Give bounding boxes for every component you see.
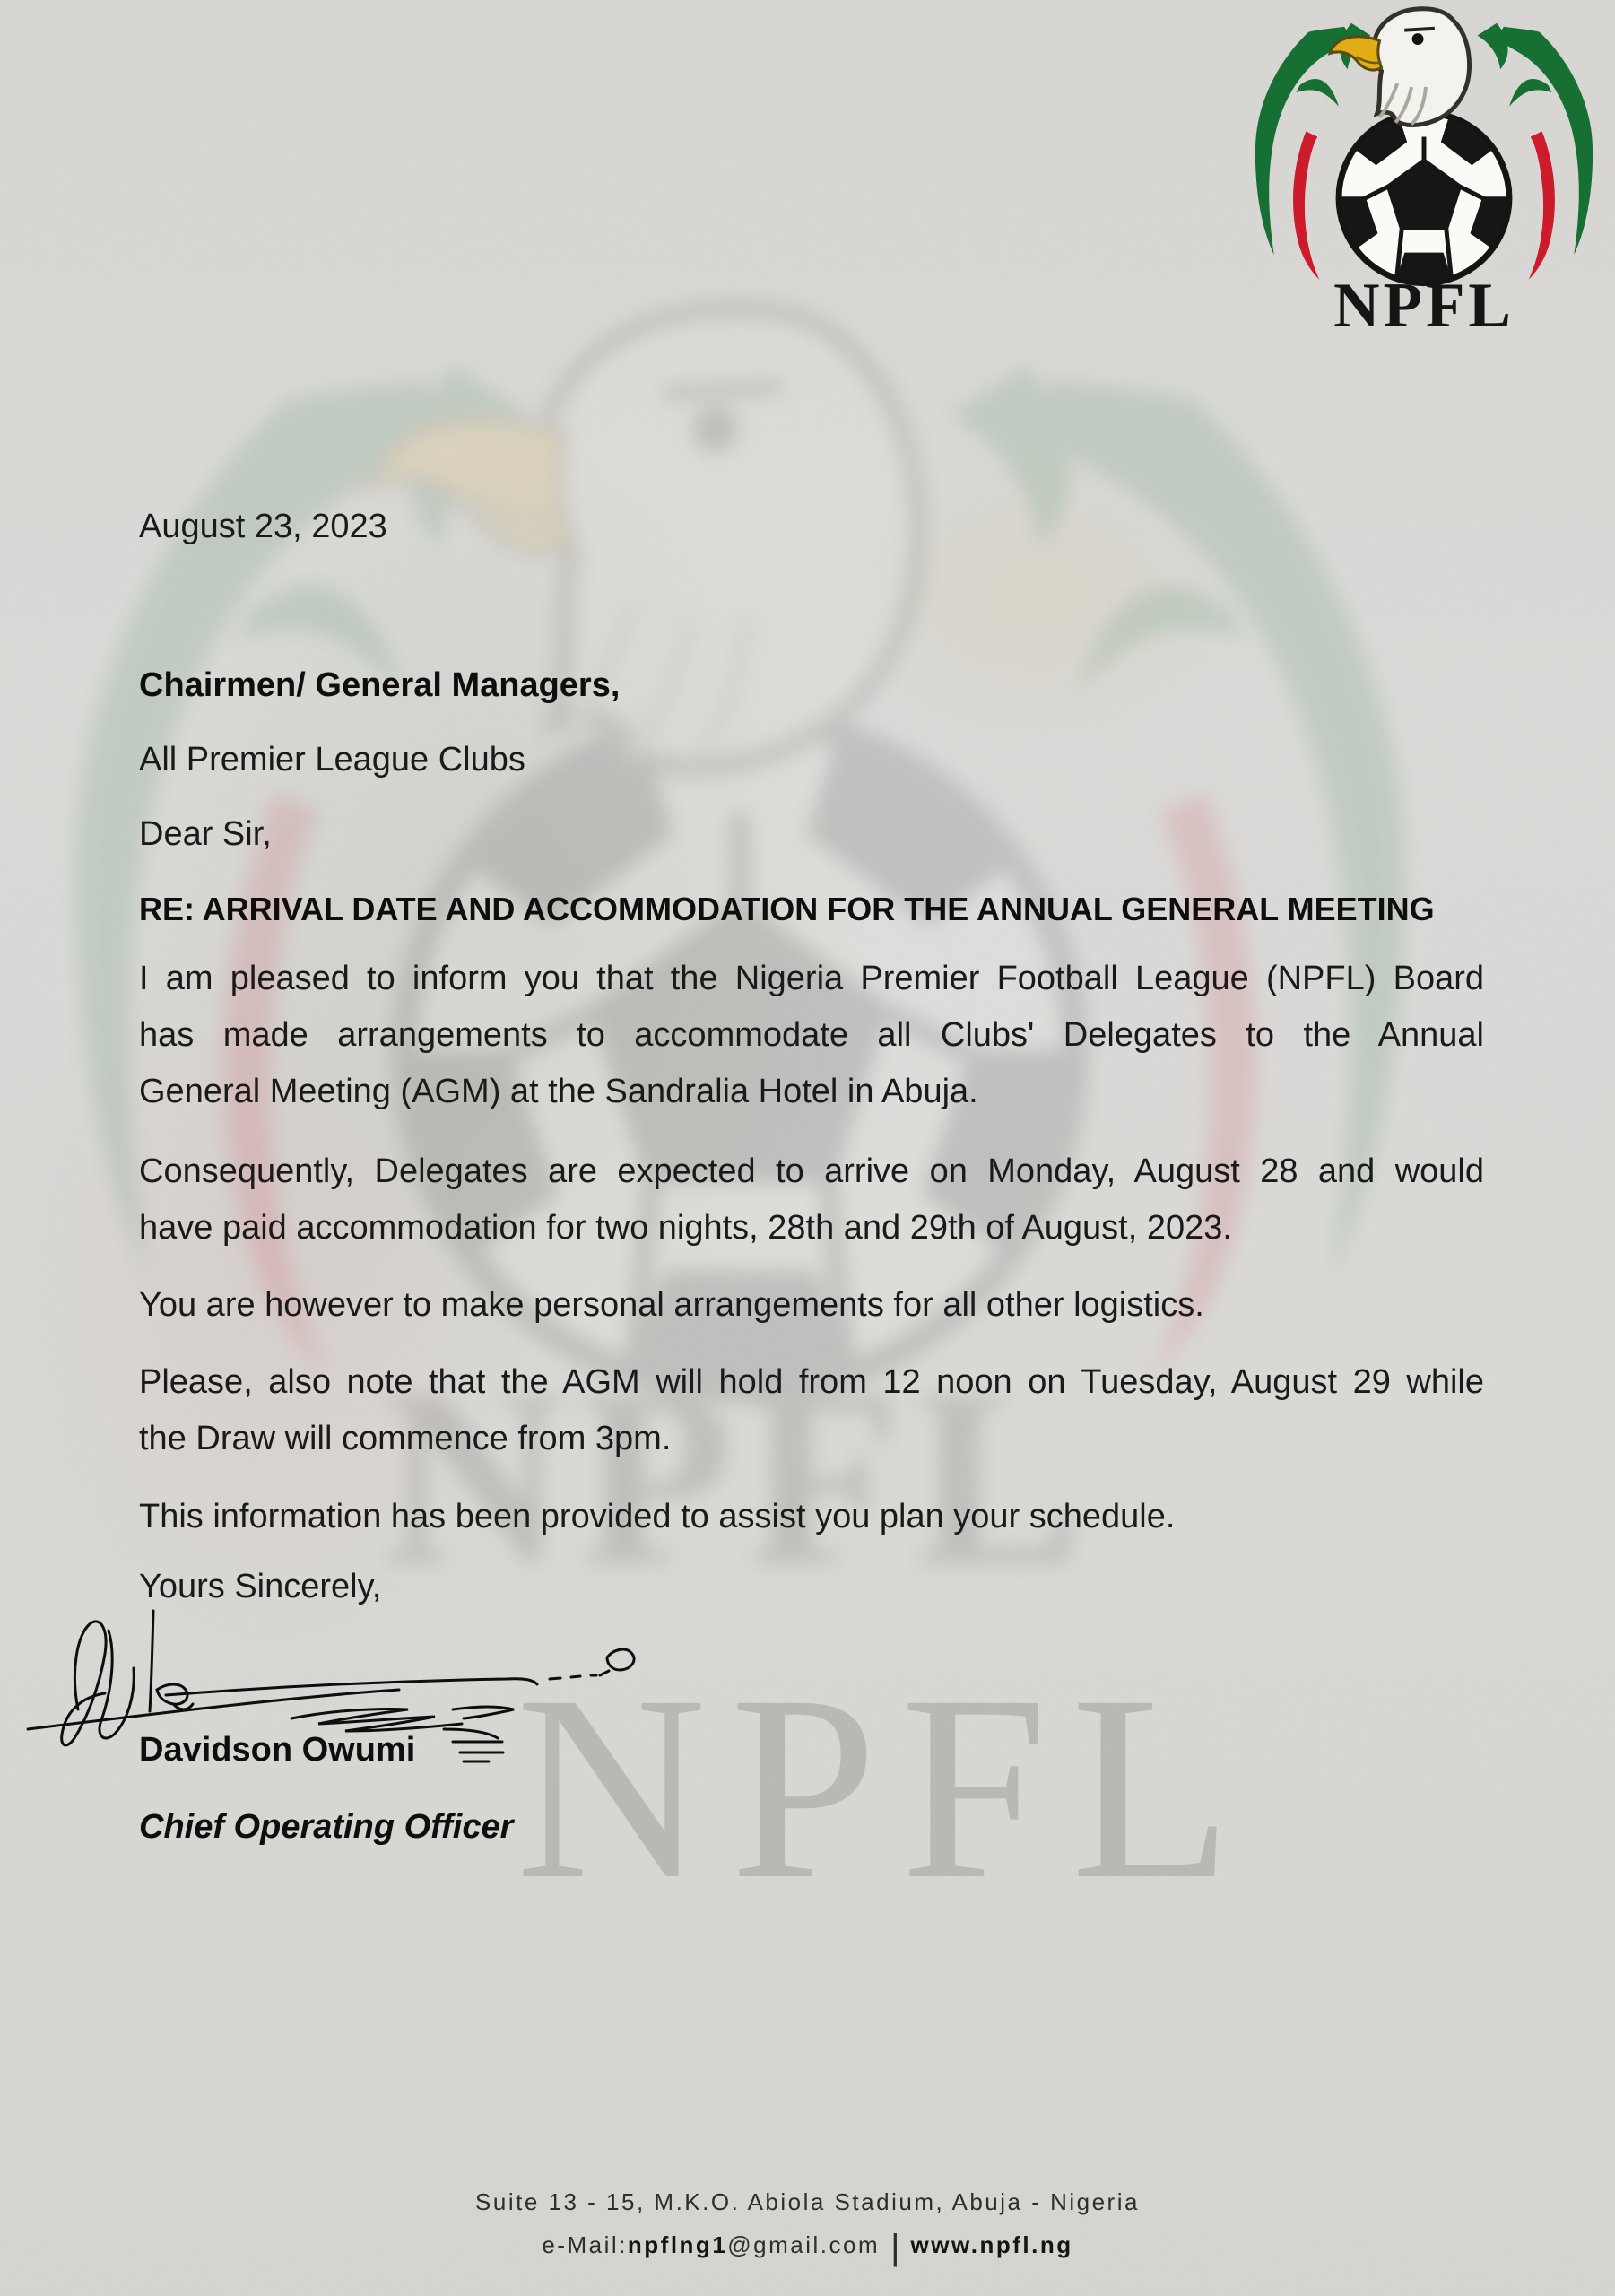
paragraph-4 [139, 1354, 1484, 1467]
paragraph-5 [139, 1489, 1484, 1545]
paragraph-line: I am pleased to inform you that the Nigeria Premier Football League (NPFL) Board [139, 960, 1484, 997]
paragraph-line: have paid accommodation for two nights, 28th and 29th of August, 2023. [139, 1209, 1232, 1247]
paragraph-3 [139, 1277, 1484, 1334]
signatory-title: Chief Operating Officer [139, 1808, 514, 1846]
footer-email-user: npflng1 [627, 2231, 728, 2258]
paragraph-line: Please, also note that the AGM will hold from 12 noon on Tuesday, August 29 while [139, 1363, 1484, 1401]
letter-date: August 23, 2023 [139, 508, 387, 545]
npfl-watermark-text: NPFL [516, 1640, 1256, 1934]
paragraph-line: has made arrangements to accommodate all Clubs' Delegates to the Annual [139, 1016, 1484, 1054]
footer-contacts [0, 2228, 1615, 2268]
footer-website: www.npfl.ng [910, 2231, 1073, 2258]
paragraph-line: General Meeting (AGM) at the Sandralia Hotel in Abuja. [139, 1073, 978, 1110]
paragraph-line: Consequently, Delegates are expected to arrive on Monday, August 28 and would [139, 1152, 1484, 1190]
salutation: Dear Sir, [139, 815, 272, 853]
paragraph-1 [139, 951, 1484, 1120]
closing: Yours Sincerely, [139, 1568, 382, 1605]
footer-separator: | [890, 2228, 900, 2267]
footer-email-domain: @gmail.com [727, 2231, 881, 2258]
recipient-title: Chairmen/ General Managers, [139, 666, 621, 704]
footer-address: Suite 13 - 15, M.K.O. Abiola Stadium, Abuja - Nigeria [475, 2188, 1140, 2215]
signatory-name: Davidson Owumi [139, 1731, 416, 1769]
paragraph-line: This information has been provided to assist you plan your schedule. [139, 1498, 1176, 1535]
npfl-logo [1246, 5, 1602, 343]
paragraph-line: You are however to make personal arrangements for all other logistics. [139, 1286, 1204, 1324]
paragraph-2 [139, 1144, 1484, 1257]
paragraph-line: the Draw will commence from 3pm. [139, 1420, 672, 1457]
footer-email-label: e-Mail: [542, 2231, 628, 2258]
recipient-org: All Premier League Clubs [139, 741, 525, 778]
subject-line: RE: ARRIVAL DATE AND ACCOMMODATION FOR THE ANNUAL GENERAL MEETING [139, 891, 1435, 927]
